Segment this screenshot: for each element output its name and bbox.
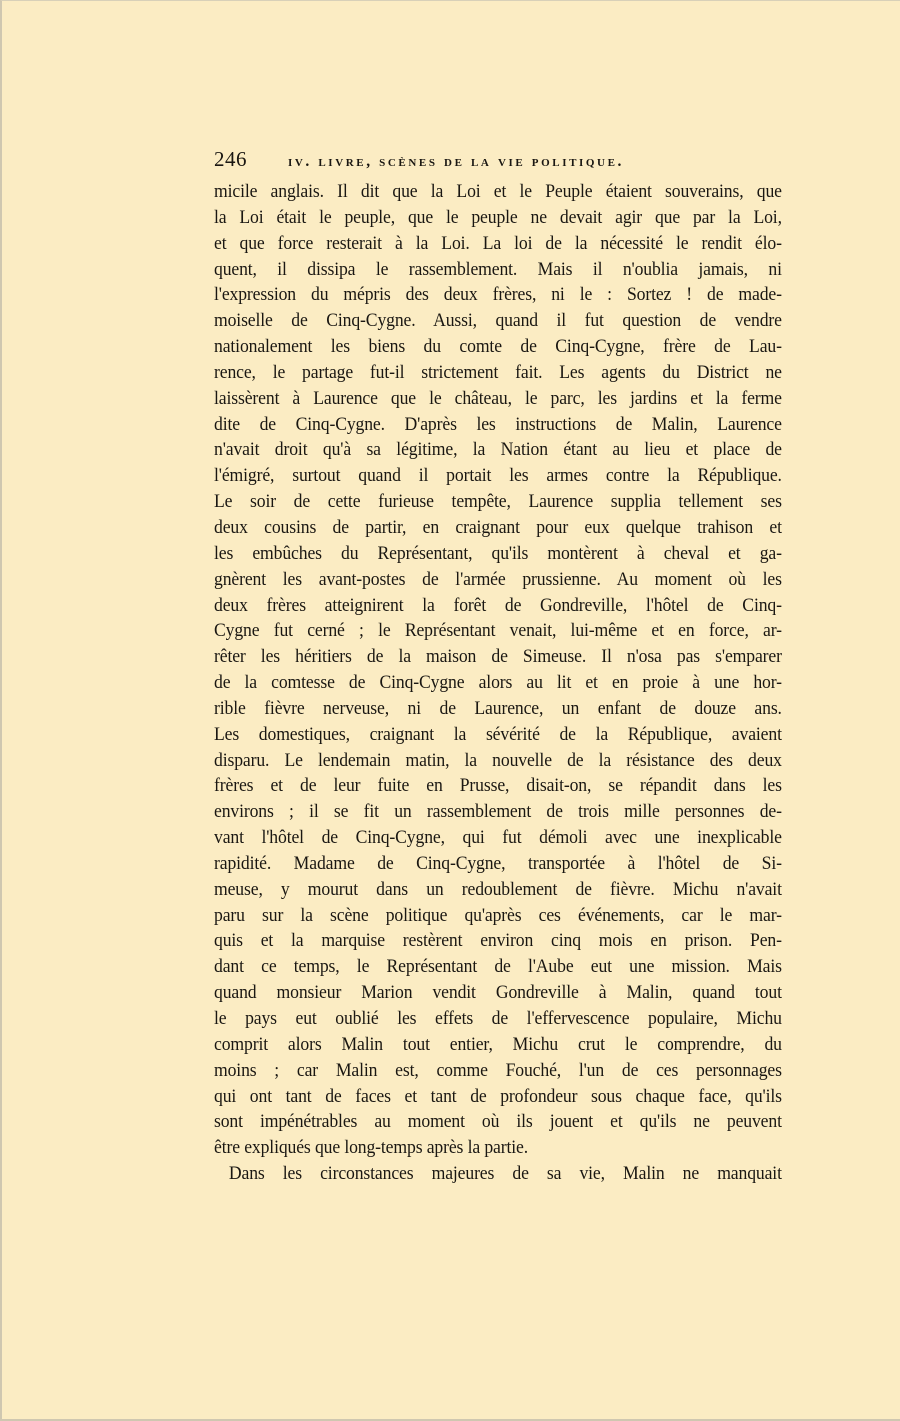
text-line: deux frères atteignirent la forêt de Gondreville, l'hôtel de Cinq- [214,594,782,616]
text-line: qui ont tant de faces et tant de profondeur sous chaque face, qu'ils [214,1085,782,1107]
text-line: quand monsieur Marion vendit Gondreville à Malin, quand tout [214,982,782,1004]
text-line: Cygne fut cerné ; le Représentant venait, lui-même et en force, ar- [214,620,782,642]
text-line: et que force resterait à la Loi. La loi de la nécessité le rendit élo- [214,232,782,254]
text-line: moiselle de Cinq-Cygne. Aussi, quand il fut question de vendre [214,310,782,332]
text-line: n'avait droit qu'à sa légitime, la Nation étant au lieu et place de [214,439,782,461]
book-page [214,147,782,1187]
text-line: deux cousins de partir, en craignant pour eux quelque trahison et [214,516,782,538]
text-line: dant ce temps, le Représentant de l'Aube eut une mission. Mais [214,956,782,978]
text-line: la Loi était le peuple, que le peuple ne devait agir que par la Loi, [214,206,782,228]
text-line: quis et la marquise restèrent environ cinq mois en prison. Pen- [214,930,782,952]
text-line: meuse, y mourut dans un redoublement de fièvre. Michu n'avait [214,878,782,900]
body-text [214,179,782,1187]
text-line: l'émigré, surtout quand il portait les armes contre la République. [214,465,782,487]
text-line: rence, le partage fut-il strictement fait. Les agents du District ne [214,361,782,383]
text-line: quent, il dissipa le rassemblement. Mais il n'oublia jamais, ni [214,258,782,280]
text-line: de la comtesse de Cinq-Cygne alors au lit et en proie à une hor- [214,672,782,694]
text-line: micile anglais. Il dit que la Loi et le Peuple étaient souverains, que [214,181,782,202]
text-line: vant l'hôtel de Cinq-Cygne, qui fut démoli avec une inexplicable [214,827,782,849]
text-line: frères et de leur fuite en Prusse, disait-on, se répandit dans les [214,775,782,797]
text-line: paru sur la scène politique qu'après ces événements, car le mar- [214,904,782,926]
text-line: rapidité. Madame de Cinq-Cygne, transportée à l'hôtel de Si- [214,852,782,874]
text-line: Les domestiques, craignant la sévérité de la République, avaient [214,723,782,745]
text-line: être expliqués que long-temps après la partie. [214,1137,528,1159]
text-line: gnèrent les avant-postes de l'armée prussienne. Au moment où les [214,568,782,590]
text-line: rible fièvre nerveuse, ni de Laurence, un enfant de douze ans. [214,697,782,719]
text-line: Dans les circonstances majeures de sa vie, Malin ne manquait [228,1163,782,1185]
text-line: comprit alors Malin tout entier, Michu crut le comprendre, du [214,1033,782,1055]
text-line: l'expression du mépris des deux frères, ni le : Sortez ! de made- [214,284,782,306]
text-line: environs ; il se fit un rassemblement de trois mille personnes de- [214,801,782,823]
text-line: rêter les héritiers de la maison de Simeuse. Il n'osa pas s'emparer [214,646,782,668]
text-line: dite de Cinq-Cygne. D'après les instructions de Malin, Laurence [214,413,782,435]
running-head [214,147,782,177]
text-line: nationalement les biens du comte de Cinq-Cygne, frère de Lau- [214,336,782,358]
running-title: iv. livre, scènes de la vie politique. [288,153,625,170]
text-line: Le soir de cette furieuse tempête, Laurence supplia tellement ses [214,491,782,513]
text-line: sont impénétrables au moment où ils jouent et qu'ils ne peuvent [214,1111,782,1133]
text-line: laissèrent à Laurence que le château, le parc, les jardins et la ferme [214,387,782,409]
text-line: les embûches du Représentant, qu'ils montèrent à cheval et ga- [214,542,782,564]
page-number: 246 [214,147,247,171]
text-line: disparu. Le lendemain matin, la nouvelle de la résistance des deux [214,749,782,771]
text-line: moins ; car Malin est, comme Fouché, l'un de ces personnages [214,1059,782,1081]
text-line: le pays eut oublié les effets de l'effervescence populaire, Michu [214,1008,782,1029]
